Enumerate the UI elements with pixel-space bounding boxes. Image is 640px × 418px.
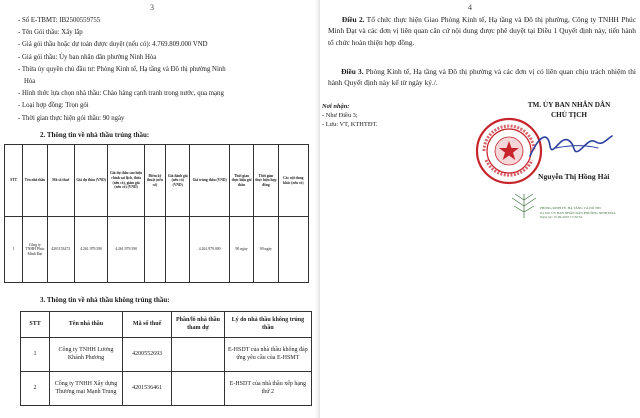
table-header: Mã số thuế	[47, 145, 74, 217]
page-fold-shadow	[315, 0, 319, 418]
table-header: Giá trúng thầu (VND)	[190, 145, 230, 217]
table-cell: 1	[5, 217, 23, 283]
table-cell: 2	[21, 372, 50, 406]
table-header: STT	[5, 145, 23, 217]
list-item: - Hình thức lựa chọn nhà thầu: Chào hàng cạnh tranh trong nước, qua mạng	[18, 90, 224, 98]
table-cell	[172, 338, 224, 372]
list-item: - Thừa ủy quyền chủ đầu tư: Phòng Kinh tế, Hạ tầng và Đô thị phường Ninh	[18, 65, 226, 73]
table-header: Giá dự thầu sau hiệu chỉnh sai lệch, thừa (nếu có), giảm giá (nếu có) (VND)	[108, 145, 144, 217]
section-title: 3. Thông tin về nhà thầu không trúng thầu:	[40, 296, 170, 304]
signature-title-line: TM. ỦY BAN NHÂN DÂN	[527, 101, 611, 109]
table-cell: 4200552693	[122, 338, 171, 372]
signer-name: Nguyễn Thị Hồng Hải	[538, 172, 610, 181]
table-cell: 4.261.979.000	[190, 217, 230, 283]
stamp-line: Ngày ký: 15-09-2025 17:30:54	[540, 215, 583, 220]
table-cell	[172, 372, 224, 406]
table-header: Điểm kỹ thuật (nếu có)	[144, 145, 165, 217]
table-cell: E-HSDT của nhà thầu xếp hạng thứ 2	[224, 372, 311, 406]
table-header: Tên nhà thầu	[50, 312, 123, 338]
table-cell: Công ty TNHH Lương Khánh Phương	[50, 338, 123, 372]
table-cell: 4.261.979.590	[74, 217, 107, 283]
winner-table	[4, 144, 309, 283]
digital-signature-text	[540, 206, 636, 220]
non-winner-table	[20, 311, 312, 406]
list-item: - Thời gian thực hiện gói thầu: 90 ngày	[18, 114, 125, 122]
table-header: Thời gian thực hiện gói thầu	[229, 145, 253, 217]
table-header: Tên nhà thầu	[23, 145, 47, 217]
list-item: - Loại hợp đồng: Trọn gói	[18, 102, 89, 110]
table-cell: 4201536461	[122, 372, 171, 406]
recipients-block	[322, 102, 377, 129]
article-label: Điều 2.	[341, 15, 365, 24]
table-header: Phần/lô nhà thầu tham dự	[172, 312, 224, 338]
recipient-item: - Như Điều 3;	[322, 112, 358, 119]
list-item: - Giá gói thầu: Ủy ban nhân dân phường Ninh Hòa	[18, 53, 157, 61]
article-label: Điều 3.	[341, 67, 364, 76]
recipient-item: - Lưu: VT, KTHTĐT.	[322, 121, 378, 128]
table-header: Lý do nhà thầu không trúng thầu	[224, 312, 311, 338]
article-3	[328, 66, 636, 89]
table-cell: 4201153473	[47, 217, 74, 283]
table-cell: Công ty TNHH Phúc Minh Đạt	[23, 217, 47, 283]
table-header: Giá đánh giá (nếu có) (VND)	[166, 145, 190, 217]
stamp-line: PHÒNG KINH TẾ, HẠ TẦNG VÀ ĐÔ THỊ	[540, 206, 601, 210]
article-text: Tổ chức thực hiện Giao Phòng Kinh tế, Hạ tầng và Đô thị phường, Công ty TNHH Phúc Minh Đạt và các đơn vị liên quan căn cứ nội dung được phê duyệt tại Điều 1 Quyết định này, tiến hành tổ chức hoàn thiện hợp đồng.	[328, 15, 636, 47]
list-item: - Số E-TBMT: IB2500559755	[18, 17, 101, 24]
tender-info-list	[18, 15, 313, 125]
table-row	[5, 217, 309, 283]
table-header: Giá dự thầu (VND)	[74, 145, 107, 217]
list-item: - Giá gói thầu hoặc dự toán được duyệt (nếu có): 4.769.809.000 VND	[18, 41, 208, 49]
table-cell: 4.261.979.590	[108, 217, 144, 283]
table-header: Mã số thuế	[122, 312, 171, 338]
table-header: Các nội dung khác (nếu có)	[278, 145, 308, 217]
signature-title-line: CHỦ TỊCH	[550, 111, 587, 119]
page-number: 3	[150, 3, 154, 12]
list-item: Hòa	[24, 78, 36, 86]
table-cell: Công ty TNHH Xây dựng Thương mại Mạnh Trung	[50, 372, 123, 406]
table-cell: 1	[21, 338, 50, 372]
table-cell: 90 ngày	[254, 217, 278, 283]
stamp-line: Ký bởi: ỦY BAN NHÂN DÂN PHƯỜNG NINH HÒA	[540, 210, 616, 215]
section-title: 2. Thông tin về nhà thầu trúng thầu:	[40, 131, 150, 139]
list-item: - Tên Gói thầu: Xây lắp	[18, 29, 83, 37]
table-header-row	[21, 312, 312, 338]
table-cell	[278, 217, 308, 283]
table-header: STT	[21, 312, 50, 338]
article-2	[328, 14, 636, 48]
table-cell	[144, 217, 165, 283]
table-cell: 90 ngày	[229, 217, 253, 283]
table-header-row	[5, 145, 309, 217]
article-text: Phòng Kinh tế, Hạ tầng và Đô thị phường và các đơn vị có liên quan chịu trách nhiệm thi hành Quyết định này kể từ ngày ký./.	[328, 67, 636, 88]
table-row	[21, 372, 312, 406]
table-row	[21, 338, 312, 372]
table-cell	[166, 217, 190, 283]
page-number: 4	[468, 3, 472, 12]
table-header: Thời gian thực hiện hợp đồng	[254, 145, 278, 217]
handwritten-signature-icon	[526, 126, 616, 166]
table-cell: E-HSDT của nhà thầu không đáp ứng yêu cầu của E-HSMT	[224, 338, 311, 372]
recipients-heading: Nơi nhận:	[322, 103, 350, 110]
